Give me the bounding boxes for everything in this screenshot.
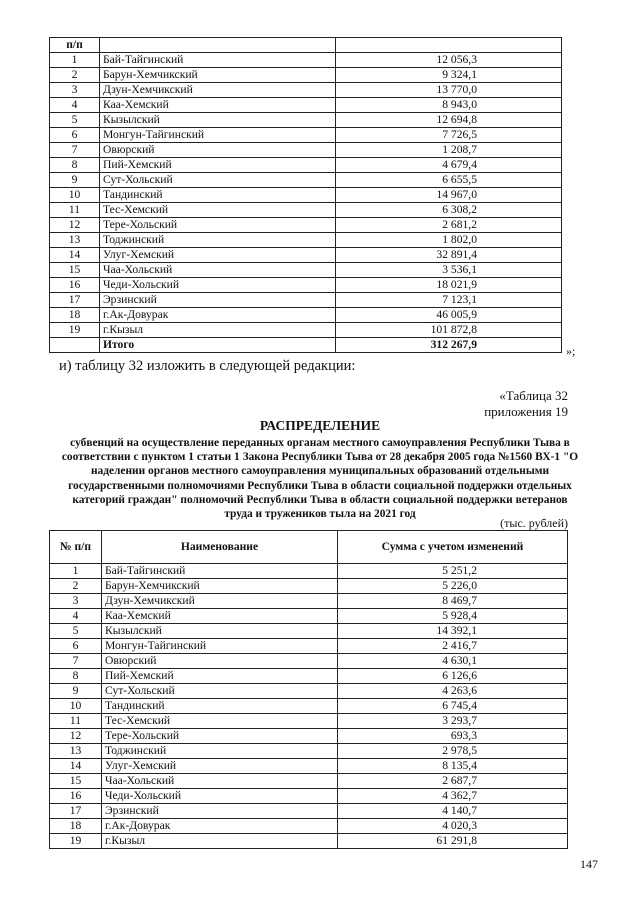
row-value: 9 324,1 (336, 68, 562, 83)
document-subtitle: субвенций на осуществление переданных органам местного самоуправления Республики Тыва в соответствии с пунктом 1 статьи 1 Закона Республики Тыва от 28 декабря 2005 года №1560 ВХ-1 "О наделении органов местного самоуправления муниципальных образований отдельными государственными полномочиями Республики Тыва в области социальной поддержки отдельных категорий граждан" полномочий Республики Тыва в области социальной поддержки ветеранов труда и тружеников тыла на 2021 год (61, 437, 579, 521)
row-number: 17 (50, 804, 102, 819)
table-header-row (50, 531, 568, 564)
row-number: 5 (50, 624, 102, 639)
row-number: 13 (50, 233, 100, 248)
row-name: Чеди-Хольский (100, 278, 336, 293)
row-value: 8 469,7 (338, 594, 568, 609)
table-row (50, 158, 562, 173)
row-value: 6 308,2 (336, 203, 562, 218)
row-number: 19 (50, 834, 102, 849)
row-value: 693,3 (338, 729, 568, 744)
row-name: Тоджинский (102, 744, 338, 759)
distribution-table-previous (49, 37, 562, 353)
row-name: Барун-Хемчикский (100, 68, 336, 83)
row-name: г.Кызыл (100, 323, 336, 338)
table-row (50, 699, 568, 714)
header-num: № п/п (50, 531, 102, 564)
row-name: Кызылский (102, 624, 338, 639)
table-row (50, 68, 562, 83)
table-row (50, 293, 562, 308)
row-value: 5 226,0 (338, 579, 568, 594)
row-name: Сут-Хольский (100, 173, 336, 188)
row-number: 18 (50, 308, 100, 323)
table-row (50, 203, 562, 218)
row-number: 15 (50, 774, 102, 789)
row-number: 6 (50, 639, 102, 654)
row-name: Каа-Хемский (102, 609, 338, 624)
table-row (50, 669, 568, 684)
row-name: г.Ак-Довурак (100, 308, 336, 323)
row-value: 1 802,0 (336, 233, 562, 248)
row-number: 12 (50, 729, 102, 744)
row-value: 4 140,7 (338, 804, 568, 819)
row-name: Улуг-Хемский (100, 248, 336, 263)
row-name: Бай-Тайгинский (100, 53, 336, 68)
row-value: 61 291,8 (338, 834, 568, 849)
row-value: 8 135,4 (338, 759, 568, 774)
row-name: Улуг-Хемский (102, 759, 338, 774)
row-name: Сут-Хольский (102, 684, 338, 699)
row-value: 18 021,9 (336, 278, 562, 293)
table-row (50, 729, 568, 744)
row-number: 2 (50, 579, 102, 594)
table-row (50, 233, 562, 248)
table-row (50, 263, 562, 278)
table-row (50, 53, 562, 68)
row-value: 7 123,1 (336, 293, 562, 308)
row-name: Овюрский (102, 654, 338, 669)
row-name: Тандинский (100, 188, 336, 203)
table-row (50, 789, 568, 804)
distribution-table-2021 (49, 530, 568, 849)
row-name: Бай-Тайгинский (102, 564, 338, 579)
table-caption (484, 388, 568, 420)
row-value: 2 978,5 (338, 744, 568, 759)
row-name: Чаа-Хольский (102, 774, 338, 789)
instruction-text: и) таблицу 32 изложить в следующей редакции: (59, 358, 356, 374)
row-number: 18 (50, 819, 102, 834)
row-number: 16 (50, 278, 100, 293)
row-number: 13 (50, 744, 102, 759)
table-header-row (50, 38, 562, 53)
row-value: 6 126,6 (338, 669, 568, 684)
row-number: 4 (50, 98, 100, 113)
row-name: Тере-Хольский (100, 218, 336, 233)
page-number: 147 (580, 857, 598, 871)
row-number: 11 (50, 203, 100, 218)
row-value: 12 694,8 (336, 113, 562, 128)
row-value: 32 891,4 (336, 248, 562, 263)
row-name: Овюрский (100, 143, 336, 158)
row-name: Барун-Хемчикский (102, 579, 338, 594)
header-value: Сумма с учетом изменений (338, 531, 568, 564)
row-number: 3 (50, 594, 102, 609)
header-name: Наименование (102, 531, 338, 564)
row-number: 8 (50, 158, 100, 173)
row-number: 10 (50, 188, 100, 203)
table-row (50, 714, 568, 729)
row-number: 19 (50, 323, 100, 338)
row-value: 3 293,7 (338, 714, 568, 729)
row-number: 11 (50, 714, 102, 729)
row-name: Дзун-Хемчикский (100, 83, 336, 98)
row-value: 2 681,2 (336, 218, 562, 233)
caption-line-1: «Таблица 32 (499, 388, 568, 403)
row-name: Монгун-Тайгинский (100, 128, 336, 143)
row-name: Тоджинский (100, 233, 336, 248)
table-row (50, 143, 562, 158)
row-number: 10 (50, 699, 102, 714)
closing-quote: »; (566, 344, 576, 358)
row-number: 4 (50, 609, 102, 624)
row-number: 1 (50, 53, 100, 68)
row-name: Тере-Хольский (102, 729, 338, 744)
row-name: Дзун-Хемчикский (102, 594, 338, 609)
table-row (50, 83, 562, 98)
header-num: п/п (50, 38, 100, 53)
row-name: Тандинский (102, 699, 338, 714)
row-value: 14 392,1 (338, 624, 568, 639)
row-number: 6 (50, 128, 100, 143)
table-row (50, 113, 562, 128)
row-number: 12 (50, 218, 100, 233)
table-row (50, 173, 562, 188)
row-number: 3 (50, 83, 100, 98)
row-value: 2 687,7 (338, 774, 568, 789)
row-number: 17 (50, 293, 100, 308)
table-row (50, 804, 568, 819)
row-number: 9 (50, 684, 102, 699)
row-value: 6 745,4 (338, 699, 568, 714)
row-number: 7 (50, 143, 100, 158)
total-label: Итого (100, 338, 336, 353)
row-value: 2 416,7 (338, 639, 568, 654)
table-row (50, 248, 562, 263)
row-name: Чеди-Хольский (102, 789, 338, 804)
row-value: 6 655,5 (336, 173, 562, 188)
row-number: 16 (50, 789, 102, 804)
table-row (50, 759, 568, 774)
row-number: 14 (50, 759, 102, 774)
row-number: 8 (50, 669, 102, 684)
page-title: РАСПРЕДЕЛЕНИЕ (259, 418, 381, 433)
table-row (50, 594, 568, 609)
row-name: г.Кызыл (102, 834, 338, 849)
table-row (50, 639, 568, 654)
row-value: 101 872,8 (336, 323, 562, 338)
row-number: 7 (50, 654, 102, 669)
row-number: 9 (50, 173, 100, 188)
row-value: 4 020,3 (338, 819, 568, 834)
row-value: 4 362,7 (338, 789, 568, 804)
table-row (50, 774, 568, 789)
row-name: Кызылский (100, 113, 336, 128)
row-value: 3 536,1 (336, 263, 562, 278)
table-row (50, 819, 568, 834)
row-name: Чаа-Хольский (100, 263, 336, 278)
row-value: 14 967,0 (336, 188, 562, 203)
row-value: 5 251,2 (338, 564, 568, 579)
header-value (336, 38, 562, 53)
row-name: Тес-Хемский (100, 203, 336, 218)
table-row (50, 684, 568, 699)
row-value: 4 630,1 (338, 654, 568, 669)
row-name: Пий-Хемский (100, 158, 336, 173)
total-value: 312 267,9 (336, 338, 562, 353)
row-name: Эрзинский (100, 293, 336, 308)
table-row (50, 308, 562, 323)
row-name: Пий-Хемский (102, 669, 338, 684)
row-value: 12 056,3 (336, 53, 562, 68)
row-number: 15 (50, 263, 100, 278)
table-row (50, 624, 568, 639)
row-name: Каа-Хемский (100, 98, 336, 113)
table-row (50, 218, 562, 233)
table-row (50, 128, 562, 143)
header-name (100, 38, 336, 53)
table-row (50, 579, 568, 594)
row-value: 1 208,7 (336, 143, 562, 158)
table-row (50, 609, 568, 624)
row-name: Монгун-Тайгинский (102, 639, 338, 654)
total-row (50, 338, 562, 353)
row-name: г.Ак-Довурак (102, 819, 338, 834)
caption-line-2: приложения 19 (484, 404, 568, 419)
row-number: 1 (50, 564, 102, 579)
row-value: 46 005,9 (336, 308, 562, 323)
row-name: Тес-Хемский (102, 714, 338, 729)
row-number: 14 (50, 248, 100, 263)
row-number: 2 (50, 68, 100, 83)
row-value: 4 679,4 (336, 158, 562, 173)
table-row (50, 98, 562, 113)
row-number: 5 (50, 113, 100, 128)
table-row (50, 654, 568, 669)
row-value: 13 770,0 (336, 83, 562, 98)
table-row (50, 278, 562, 293)
row-value: 8 943,0 (336, 98, 562, 113)
table-row (50, 834, 568, 849)
table-row (50, 564, 568, 579)
row-value: 4 263,6 (338, 684, 568, 699)
table-row (50, 188, 562, 203)
row-value: 7 726,5 (336, 128, 562, 143)
units-label: (тыс. рублей) (500, 516, 568, 530)
table-row (50, 323, 562, 338)
table-row (50, 744, 568, 759)
row-name: Эрзинский (102, 804, 338, 819)
row-value: 5 928,4 (338, 609, 568, 624)
